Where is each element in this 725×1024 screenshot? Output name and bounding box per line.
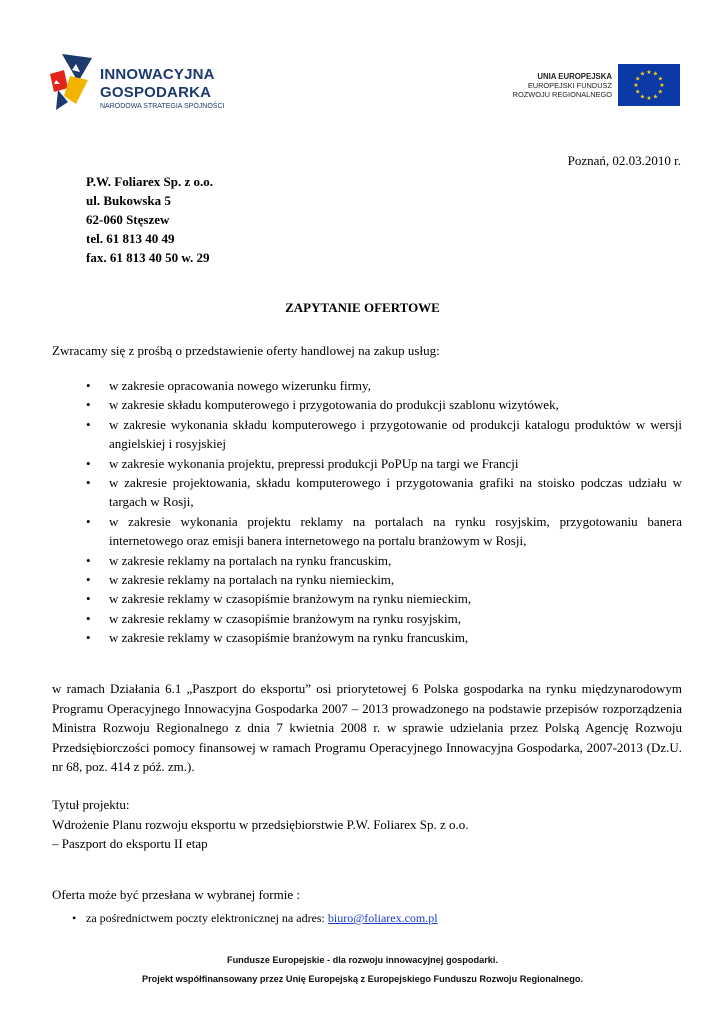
project-section (52, 795, 682, 854)
eu-star-icon: ★ (659, 82, 665, 89)
services-list (52, 376, 682, 648)
list-item: • w zakresie opracowania nowego wizerunku firmy, (52, 376, 682, 395)
list-item: • w zakresie składu komputerowego i przygotowania do produkcji szablonu wizytówek, (52, 395, 682, 414)
eu-star-icon: ★ (639, 70, 646, 78)
eu-star-icon: ★ (652, 70, 659, 78)
eu-star-icon: ★ (646, 95, 652, 102)
eu-logo-text (513, 72, 612, 99)
innowacyjna-gospodarka-logo (48, 52, 248, 112)
eu-logo-line1: UNIA EUROPEJSKA (537, 72, 612, 81)
project-line2: – Paszport do eksportu II etap (52, 836, 208, 851)
list-item: • w zakresie reklamy w czasopiśmie branżowym na rynku niemieckim, (52, 589, 682, 608)
eu-star-icon: ★ (657, 88, 663, 96)
eu-flag-icon (618, 64, 680, 106)
offer-intro: Oferta może być przesłana w wybranej formie : (52, 887, 300, 902)
list-item: • w zakresie reklamy na portalach na rynku niemieckim, (52, 570, 682, 589)
footer-line1: Fundusze Europejskie - dla rozwoju innowacyjnej gospodarki. (226, 955, 499, 965)
list-item: • w zakresie reklamy w czasopiśmie branżowym na rynku rosyjskim, (52, 609, 682, 628)
list-item (52, 909, 682, 927)
eu-star-icon: ★ (652, 93, 659, 101)
eu-star-icon: ★ (639, 93, 646, 101)
intro-text: Zwracamy się z prośbą o przedstawienie oferty handlowej na zakup usług: (52, 343, 440, 358)
main-paragraph: w ramach Działania 6.1 „Paszport do eksportu” osi priorytetowej 6 Polska gospodarka na rynku międzynarodowym Programu Operacyjnego Innowacyjna Gospodarka 2007 – 2013 prowadzonego na podstawie przepisów rozporządzenia Ministra Rozwoju Regionalnego z dnia 7 kwietnia 2008 r. w sprawie udzielania przez Polską Agencję Rozwoju Przedsiębiorczości pomocy finansowej w ramach Programu Operacyjnego Innowacyjna Gospodarka, 2007-2013 (Dz.U. nr 68, poz. 414 z póź. zm.). (52, 681, 682, 774)
list-item: • w zakresie projektowania, składu komputerowego i przygotowania grafiki na stoisko podczas udziału w targach w Rosji, (52, 473, 682, 512)
list-item: • w zakresie reklamy na portalach na rynku francuskim, (52, 551, 682, 570)
ig-emblem-icon (48, 52, 94, 112)
footer-line2: Projekt współfinansowany przez Unię Europejską z Europejskiego Funduszu Rozwoju Regionalnego. (141, 974, 584, 984)
eu-star-icon: ★ (657, 75, 663, 83)
document-title: ZAPYTANIE OFERTOWE (285, 300, 440, 315)
eu-star-icon: ★ (635, 88, 641, 96)
eu-logo-line3: ROZWOJU REGIONALNEGO (512, 90, 612, 99)
ig-logo-line1: INNOWACYJNA (100, 66, 215, 83)
email-link[interactable]: biuro@foliarex.com.pl (327, 911, 438, 925)
eu-logo-line2: EUROPEJSKI FUNDUSZ (527, 81, 612, 90)
eu-logo (500, 64, 682, 108)
ig-logo-line3: NARODOWA STRATEGIA SPÓJNOŚCI (100, 103, 225, 110)
list-item: • w zakresie wykonania projektu reklamy na portalach na rynku rosyjskim, przygotowaniu banera internetowego oraz emisji banera internetowego na portalu branżowym w Rosji, (52, 512, 682, 551)
project-label: Tytuł projektu: (52, 797, 130, 812)
list-item: • w zakresie wykonania projektu, prepressi produkcji PoPUp na targi we Francji (52, 454, 682, 473)
sender-address (86, 172, 213, 267)
sender-phone: tel. 61 813 40 49 (86, 231, 175, 246)
sender-fax: fax. 61 813 40 50 w. 29 (86, 250, 210, 265)
eu-star-icon: ★ (635, 75, 641, 83)
ig-logo-line2: GOSPODARKA (100, 84, 212, 101)
list-item: • w zakresie wykonania składu komputerowego i przygotowanie od produkcji katalogu produktów w wersji angielskiej i rosyjskiej (52, 415, 682, 454)
sender-name: P.W. Foliarex Sp. z o.o. (86, 174, 214, 189)
project-line1: Wdrożenie Planu rozwoju eksportu w przedsiębiorstwie P.W. Foliarex Sp. z o.o. (52, 816, 469, 832)
offer-option-text: za pośrednictwem poczty elektronicznej na adres: (86, 911, 328, 925)
eu-star-icon: ★ (646, 69, 652, 76)
list-item: • w zakresie reklamy w czasopiśmie branżowym na rynku francuskim, (52, 628, 682, 647)
sender-street: ul. Bukowska 5 (86, 193, 171, 208)
eu-star-icon: ★ (633, 82, 639, 89)
document-date: Poznań, 02.03.2010 r. (567, 153, 681, 168)
sender-city: 62-060 Stęszew (86, 212, 170, 227)
offer-options-list (52, 909, 682, 927)
